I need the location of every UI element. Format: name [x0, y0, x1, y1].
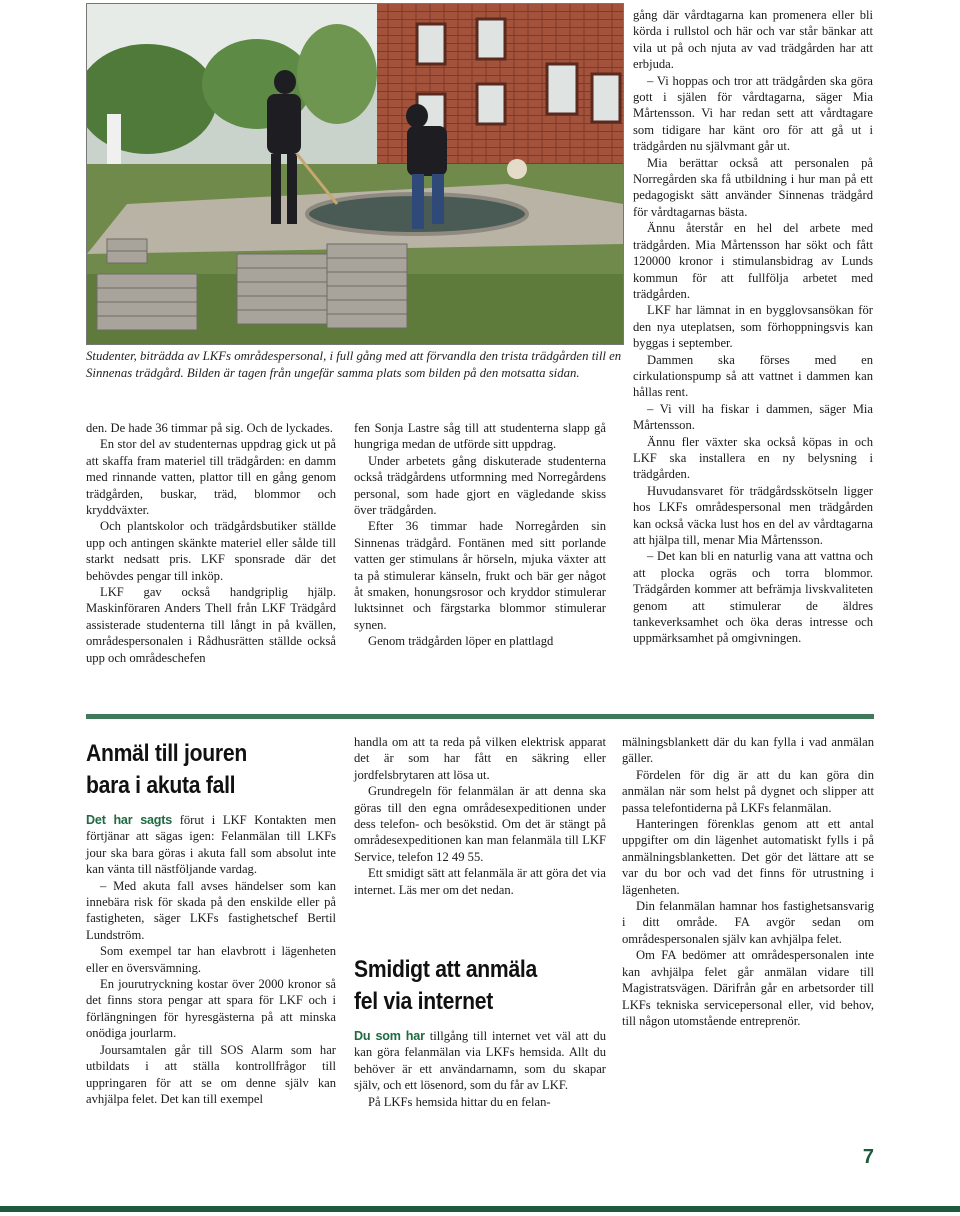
paragraph: gång där vårdtagarna kan promenera eller bli körda i rullstol och här och var står bänkar att vila ut på och njuta av vad trädgården har att erbjuda.	[633, 8, 873, 72]
article2-column-2	[354, 734, 606, 898]
bottom-color-bar	[0, 1206, 960, 1212]
paragraph: Huvudansvaret för trädgårdsskötseln ligger hos LKFs områdespersonal men trädgården kan också väcka lust hos en del av vårdtagarna att hjälpa till, menar Mia Mårtensson.	[633, 483, 873, 547]
paragraph: Hanteringen förenklas genom att ett antal uppgifter om din lägenhet automatiskt fylls i på anmälningsblanketten. Det gör det lättare att se var du bor och vad det finns för utrustning i lägenheten.	[622, 817, 874, 897]
article2-column-1	[86, 738, 336, 1107]
paragraph: Ett smidigt sätt att felanmäla är att göra det via internet. Läs mer om det nedan.	[354, 866, 606, 897]
paragraph: LKF gav också handgriplig hjälp. Maskinföraren Anders Thell från LKF Trädgård assisterade studenterna till långt in på kvällen, områdespersonalen i Rådhusrätten ställde också upp och områdeschefen	[86, 585, 336, 665]
paragraph: Under arbetets gång diskuterade studenterna också trädgårdens utformning med Norregårdens personal, som hade gjort en vägledande skiss över trädgården.	[354, 453, 606, 518]
paragraph: den. De hade 36 timmar på sig. Och de lyckades.	[86, 421, 333, 435]
paragraph: Om FA bedömer att områdespersonalen inte kan avhjälpa felet går anmälan vidare till Magistratsvägen. Därifrån går en arbetsorder till LKFs tekniska servicepersonal eller, vid behov, till någon utomstående entreprenör.	[622, 948, 874, 1028]
paragraph: – Vi vill ha fiskar i dammen, säger Mia Mårtensson.	[633, 401, 873, 433]
kicker: Det har sagts	[86, 813, 173, 827]
paragraph: Ännu fler växter ska också köpas in och LKF ska installera en ny belysning i trädgården.	[633, 434, 873, 482]
paragraph: Efter 36 timmar hade Norregården sin Sinnenas trädgård. Fontänen med sitt porlande vatten ger stimulans år hörseln, mjuka växter att ta på stimulerar känseln, frukt och bär ger något åt smaken, honungsrosor och kryddor stimulerar luktsinnet och färgstarka blommor stimulerar synen.	[354, 519, 606, 632]
paragraph: LKF har lämnat in en bygglovsansökan för den nya uteplatsen, som förhoppningsvis kan byggas i september.	[633, 303, 873, 351]
lead-paragraph	[354, 1028, 606, 1094]
article1-column-3	[633, 7, 873, 647]
paragraph: Grundregeln för felanmälan är att denna ska göras till den egna områdesexpeditionen under dess telefon- och besökstid. Om det är stängt på områdesexpeditionen kan man felanmäla till LKF Service, telefon 12 49 55.	[354, 784, 606, 864]
photo-caption: Studenter, biträdda av LKFs områdespersonal, i full gång med att förvandla den trista trädgården till en Sinnenas trädgård. Bilden är tagen från ungefär samma plats som bilden på den motsatta sidan.	[86, 349, 622, 380]
paragraph: Dammen ska förses med en cirkulationspump så att vattnet i dammen kan hållas rent.	[633, 352, 873, 400]
paragraph: Genom trädgården löper en plattlagd	[368, 634, 554, 649]
paragraph: – Vi hoppas och tror att trädgården ska göra gott i själen för vårdtagarna, säger Mia Mårtensson. Vi har redan sett att vårdtagare som tidigare har känt oro för att gå ut i trädgården nu självmant går ut.	[633, 73, 873, 154]
section-divider	[86, 714, 874, 719]
headline-line-1: Anmäl till jouren	[86, 740, 247, 767]
lead-paragraph	[86, 812, 336, 878]
garden-photo	[86, 3, 624, 345]
paragraph: En jourutryckning kostar över 2000 kronor så det finns stora pengar att spara för LKF och i förlängningen för hyresgästerna på att minska onödiga jourlarm.	[86, 977, 336, 1041]
headline-line-1: Smidigt att anmäla	[354, 956, 538, 983]
article3-column-3	[622, 734, 874, 1029]
kicker: Du som har	[354, 1029, 425, 1043]
article2-headline	[86, 738, 306, 802]
paragraph: Och plantskolor och trädgårdsbutiker ställde upp och antingen skänkte materiel eller sålde till starkt nedsatt pris. LKF sponsrade där det behövdes pengar till inköp.	[86, 519, 336, 583]
article3-column-2	[354, 954, 606, 1110]
garden-photo-illustration	[87, 4, 623, 344]
headline-line-2: fel via internet	[354, 988, 493, 1015]
paragraph: Mia berättar också att personalen på Norregården ska få utbildning i hur man på ett pedagogiskt sätt använder Sinnenas trädgård för vårdtagarnas bästa.	[633, 155, 873, 219]
article1-column-2	[354, 420, 606, 650]
paragraph: fen Sonja Lastre såg till att studenterna slapp gå hungriga medan de utförde sitt uppdrag.	[354, 421, 606, 452]
paragraph: På LKFs hemsida hittar du en felan-	[368, 1094, 551, 1109]
paragraph: Som exempel tar han elavbrott i lägenheten eller en översvämning.	[86, 944, 336, 975]
paragraph: Joursamtalen går till SOS Alarm som har utbildats i att ställa kontrollfrågor till uppringaren för att se om denne själv kan avhjälpa felet. Det kan till exempel	[86, 1042, 336, 1106]
paragraph: En stor del av studenternas uppdrag gick ut på att skaffa fram materiel till trädgården: en damm med rinnande vatten, plattor till en gång genom trädgården, buskar, träd, blommor och kryddväxter.	[86, 437, 336, 518]
lead-text: förut i LKF Kontakten men förtjänar att sägas igen: Felanmälan till LKFs jour ska bara göras i akuta fall som absolut inte kan vänta till nästföljande vardag.	[86, 813, 337, 877]
article3-headline	[354, 954, 576, 1018]
paragraph: Ännu återstår en hel del arbete med trädgården. Mia Mårtensson har sökt och fått 120000 kronor i stimulansbidrag av Lunds kommun för att fullfölja arbetet med trädgården.	[633, 221, 873, 301]
page-number: 7	[862, 1146, 874, 1168]
paragraph: Din felanmälan hamnar hos fastighetsansvarig i ditt område. FA avgör sedan om områdespersonalen själv kan avhjälpa felet.	[622, 899, 874, 946]
paragraph: Fördelen för dig är att du kan göra din anmälan när som helst på dygnet och slipper att passa telefontiderna på LKFs felanmälan.	[622, 767, 874, 815]
headline-line-2: bara i akuta fall	[86, 772, 236, 799]
paragraph: mälningsblankett där du kan fylla i vad anmälan gäller.	[622, 735, 874, 766]
paragraph: handla om att ta reda på vilken elektrisk apparat det är som har fått en säkring eller jordfelsbrytaren att lösa ut.	[354, 735, 606, 782]
paragraph: – Med akuta fall avses händelser som kan innebära risk för skada på den enskilde eller på fastigheten, säger LKFs fastighetschef Bertil Lundström.	[86, 878, 336, 942]
paragraph: – Det kan bli en naturlig vana att vattna och att plocka ogräs och torra blommor. Trädgården kommer att befrämja livskvaliteten genom att stimulerar de äldres tankeverksamhet och öka deras intresse och uppmärksamhet på omgivningen.	[633, 549, 873, 646]
article1-column-1	[86, 420, 336, 666]
lead-text: tillgång till internet vet väl att du kan göra felanmälan via LKFs hemsida. Allt du behöver är ett användarnamn, som du skapar själv, och ett lösenord, som du får av LKF.	[354, 1029, 606, 1093]
